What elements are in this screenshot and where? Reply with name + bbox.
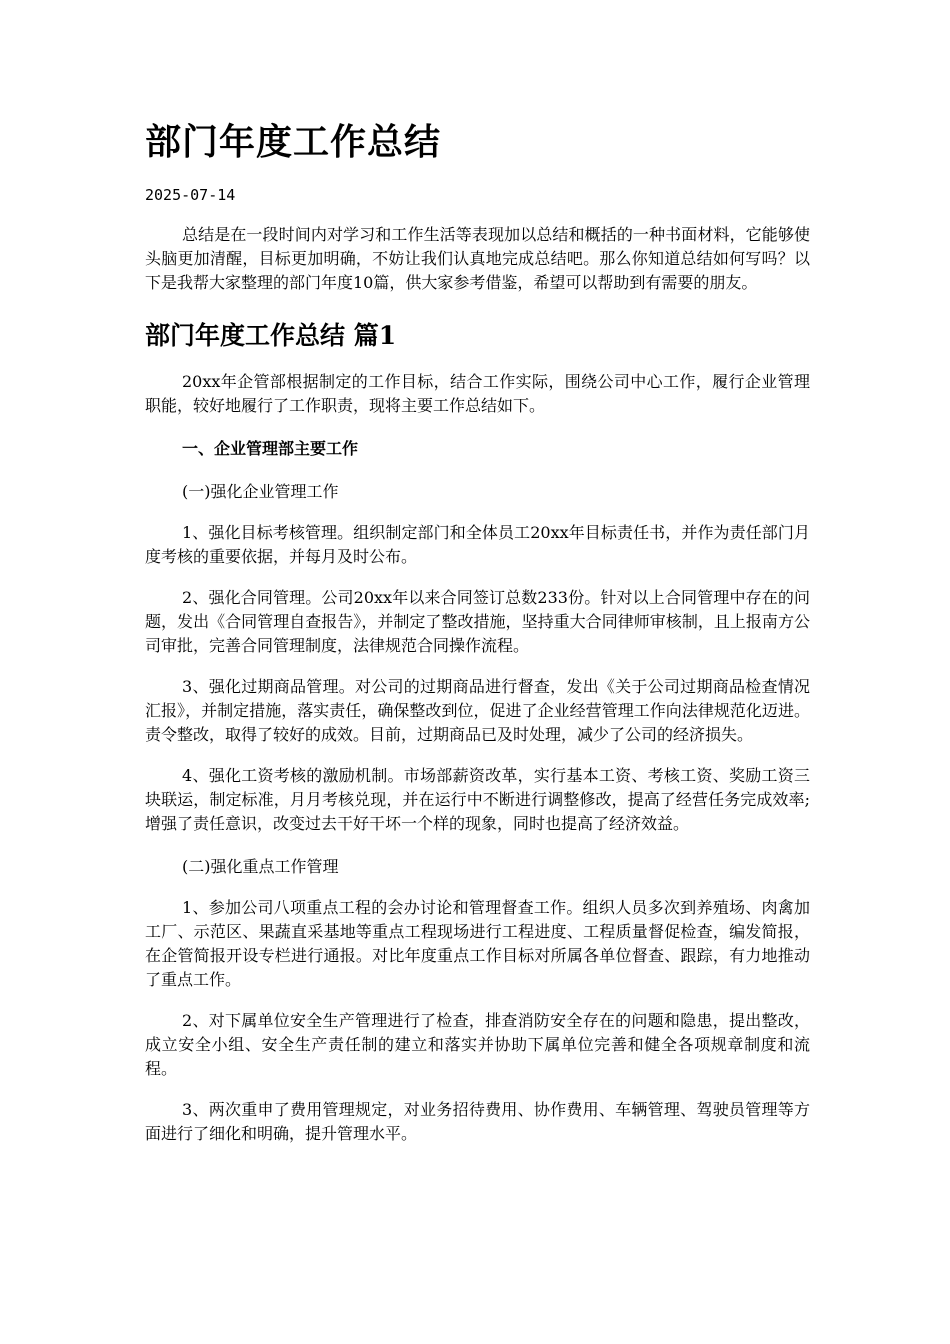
heading-key-work-management: (二)强化重点工作管理 (182, 857, 339, 876)
section-title: 部门年度工作总结 篇1 (145, 321, 397, 350)
list-item: 2、对下属单位安全生产管理进行了检查，排查消防安全存在的问题和隐患，提出整改，成立安全小组、安全生产责任制的建立和落实并协助下属单位完善和健全各项规章制度和流程。 (145, 1011, 810, 1078)
list-item: 1、参加公司八项重点工程的会办讨论和管理督查工作。组织人员多次到养殖场、肉禽加工厂、示范区、果蔬直采基地等重点工程现场进行工程进度、工程质量督促检查，编发简报，在企管简报开设专栏进行通报。对比年度重点工作目标对所属各单位督查、跟踪，有力地推动了重点工作。 (145, 898, 810, 989)
list-item: 2、强化合同管理。公司20xx年以来合同签订总数233份。针对以上合同管理中存在的问题，发出《合同管理自查报告》，并制定了整改措施，坚持重大合同律师审核制，且上报南方公司审批，完善合同管理制度，法律规范合同操作流程。 (145, 588, 810, 655)
document-date: 2025-07-14 (145, 186, 236, 204)
list-item: 1、强化目标考核管理。组织制定部门和全体员工20xx年目标责任书，并作为责任部门月度考核的重要依据，并每月及时公布。 (145, 523, 810, 566)
heading-enterprise-management: (一)强化企业管理工作 (182, 482, 339, 501)
heading-main-work: 一、企业管理部主要工作 (182, 439, 359, 458)
list-item: 3、强化过期商品管理。对公司的过期商品进行督查，发出《关于公司过期商品检查情况汇报》，并制定措施，落实责任，确保整改到位，促进了企业经营管理工作向法律规范化迈进。责令整改，取得了较好的成效。目前，过期商品已及时处理，减少了公司的经济损失。 (145, 677, 810, 744)
intro-paragraph: 总结是在一段时间内对学习和工作生活等表现加以总结和概括的一种书面材料，它能够使头脑更加清醒，目标更加明确，不妨让我们认真地完成总结吧。那么你知道总结如何写吗？以下是我帮大家整理的部门年度10篇，供大家参考借鉴，希望可以帮助到有需要的朋友。 (145, 225, 810, 292)
document-title: 部门年度工作总结 (145, 121, 442, 163)
list-item: 3、两次重申了费用管理规定，对业务招待费用、协作费用、车辆管理、驾驶员管理等方面进行了细化和明确，提升管理水平。 (145, 1100, 810, 1143)
section-intro-paragraph: 20xx年企管部根据制定的工作目标，结合工作实际，围绕公司中心工作，履行企业管理职能，较好地履行了工作职责，现将主要工作总结如下。 (145, 372, 810, 415)
document-page (145, 112, 810, 1146)
list-item: 4、强化工资考核的激励机制。市场部薪资改革，实行基本工资、考核工资、奖励工资三块联运，制定标准，月月考核兑现，并在运行中不断进行调整修改，提高了经营任务完成效率;增强了责任意识，改变过去干好干坏一个样的现象，同时也提高了经济效益。 (145, 766, 810, 833)
